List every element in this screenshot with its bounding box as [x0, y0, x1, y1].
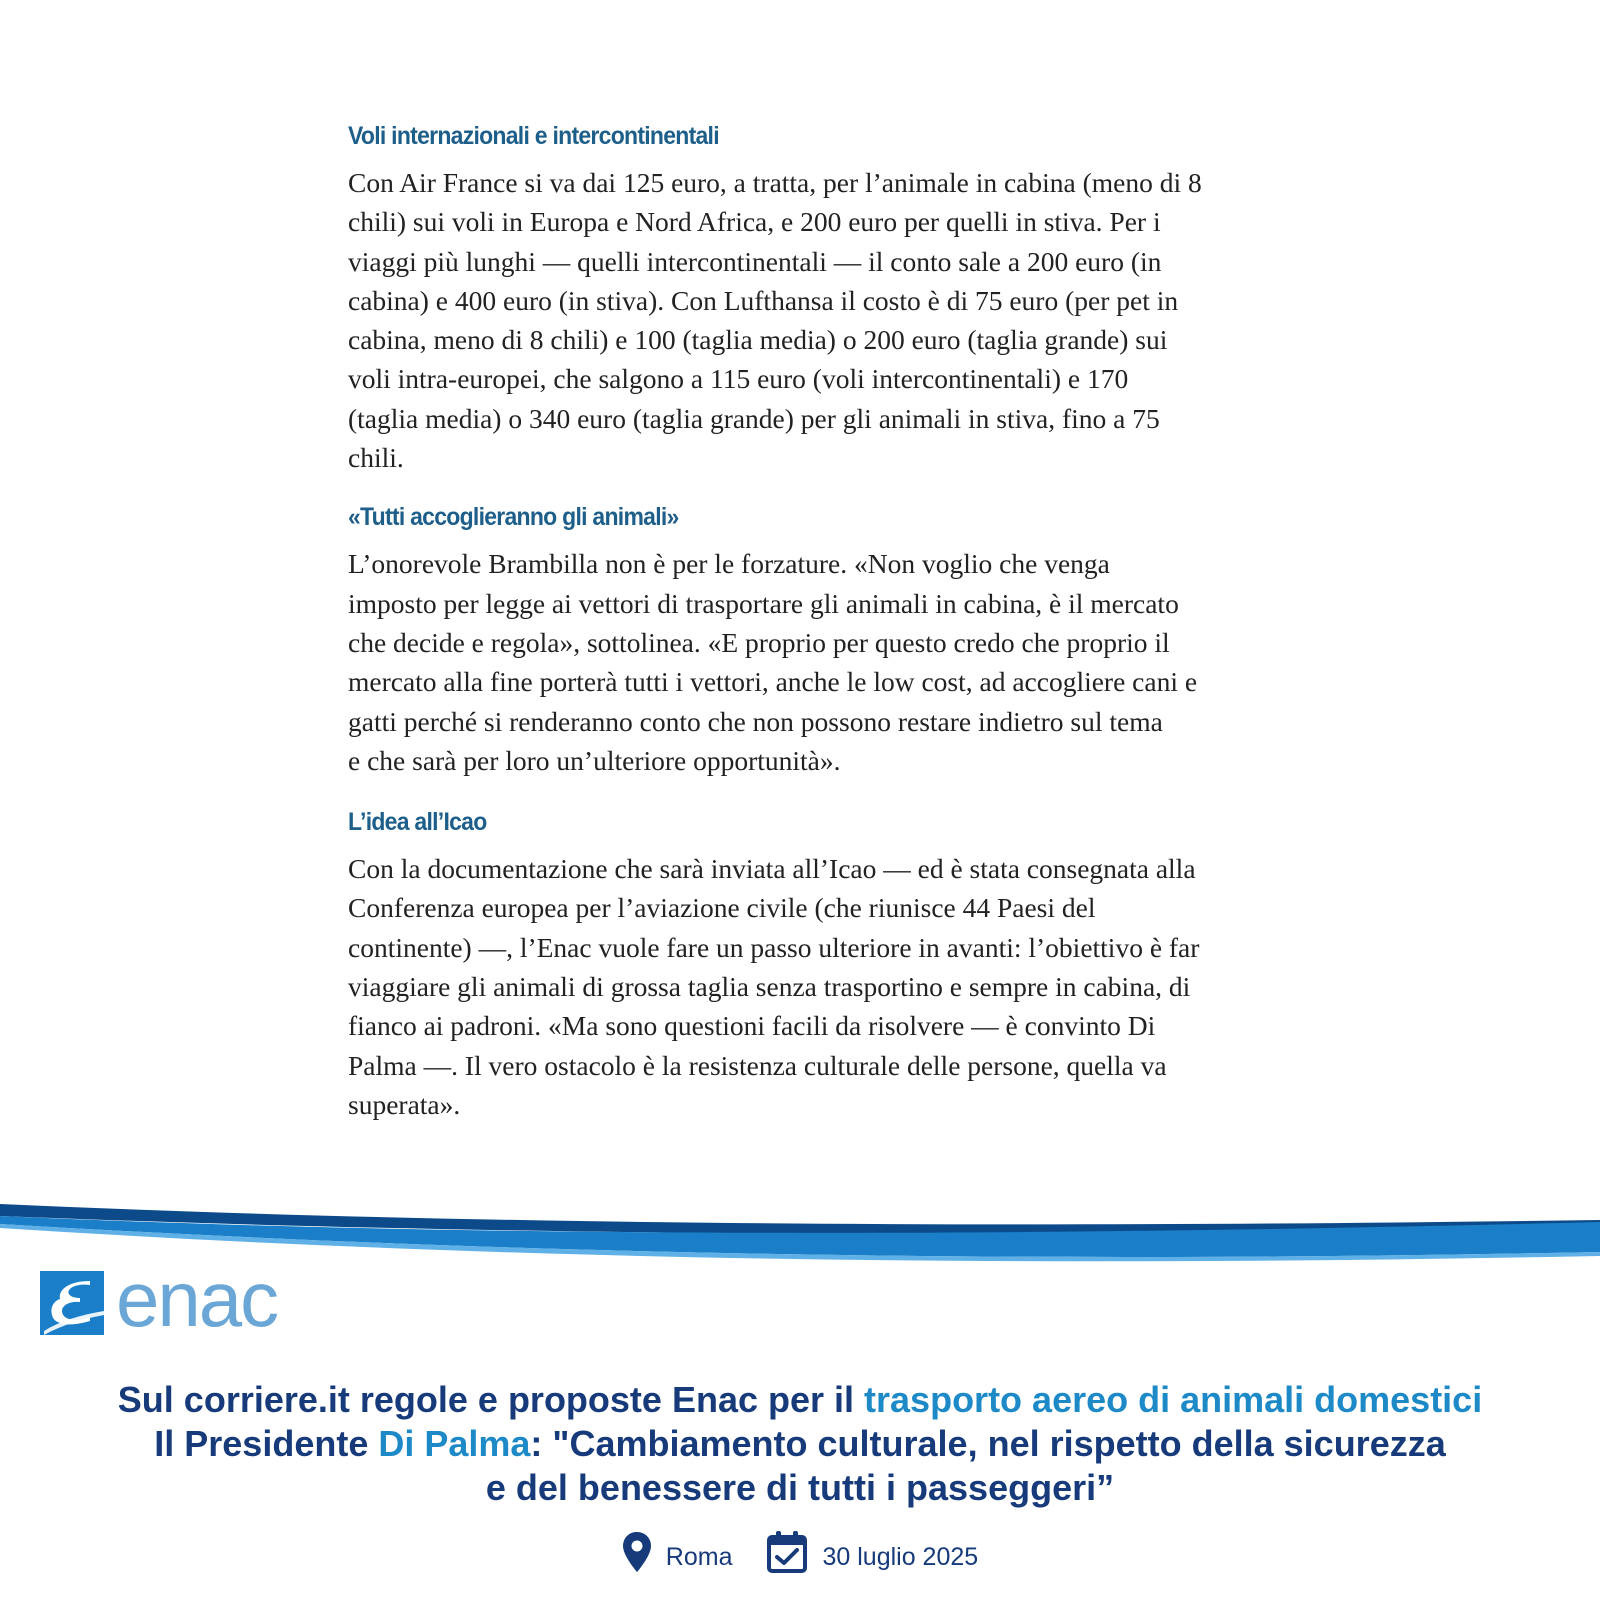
headline-accent: trasporto aereo di animali domestici: [864, 1379, 1483, 1420]
section-body-idea-icao: [348, 849, 1298, 1124]
text-line: Con Air France si va dai 125 euro, a tratta, per l’animale in cabina (meno di 8: [348, 167, 1202, 198]
text-line: Con la documentazione che sarà inviata all’Icao — ed è stata consegnata alla: [348, 853, 1196, 885]
text-line: L’onorevole Brambilla non è per le forzature. «Non voglio che venga: [348, 548, 1110, 580]
text-line: superata».: [348, 1088, 461, 1120]
date: [766, 1530, 978, 1574]
headline-text: Il Presidente: [154, 1423, 379, 1464]
text-line: viaggi più lunghi — quelli intercontinentali — il conto sale a 200 euro (in: [348, 245, 1162, 277]
enac-logo-mark-icon: [40, 1271, 104, 1335]
text-line: cabina) e 400 euro (in stiva). Con Lufthansa il costo è di 75 euro (per pet in: [348, 284, 1179, 316]
headline-line-1: [0, 1378, 1600, 1422]
location-pin-icon: [622, 1531, 652, 1573]
text-line: continente) —, l’Enac vuole fare un passo ulteriore in avanti: l’obiettivo è far: [348, 931, 1200, 963]
headline-line-2: [0, 1422, 1600, 1466]
text-line: mercato alla fine porterà tutti i vettori, anche le low cost, ad accogliere cani e: [348, 666, 1198, 698]
meta-info: [0, 1530, 1600, 1574]
text-line: chili) sui voli in Europa e Nord Africa, e 200 euro per quelli in stiva. Per i: [348, 206, 1161, 238]
headline: [0, 1378, 1600, 1510]
text-line: Palma —. Il vero ostacolo è la resistenza culturale delle persone, quella va: [348, 1049, 1167, 1081]
enac-logo: [40, 1255, 278, 1343]
date-text: 30 luglio 2025: [822, 1542, 979, 1571]
text-line: Conferenza europea per l’aviazione civile (che riunisce 44 Paesi del: [348, 892, 1096, 924]
text-line: (taglia media) o 340 euro (taglia grande) per gli animali in stiva, fino a 75: [348, 402, 1160, 434]
headline-accent: Di Palma: [378, 1423, 531, 1464]
text-line: e che sarà per loro un’ulteriore opportunità».: [348, 744, 841, 776]
section-heading-voli-internazionali: Voli internazionali e intercontinentali: [348, 122, 719, 150]
section-heading-idea-icao: L’idea all’Icao: [348, 808, 487, 837]
text-line: gatti perché si renderanno conto che non possono restare indietro sul tema: [348, 705, 1163, 737]
location-text: Roma: [665, 1542, 733, 1571]
location: [622, 1531, 733, 1573]
headline-text: : "Cambiamento culturale, nel rispetto della sicurezza: [530, 1423, 1446, 1464]
text-line: fianco ai padroni. «Ma sono questioni facili da risolvere — è convinto Di: [348, 1010, 1156, 1042]
headline-text: Sul corriere.it regole e proposte Enac per il: [117, 1379, 865, 1420]
text-line: voli intra-europei, che salgono a 115 euro (voli intercontinentali) e 170: [348, 363, 1129, 395]
text-line: che decide e regola», sottolinea. «E proprio per questo credo che proprio il: [348, 626, 1170, 658]
headline-line-3: e del benessere di tutti i passeggeri”: [485, 1467, 1115, 1508]
section-body-voli-internazionali: [348, 163, 1298, 477]
text-line: imposto per legge ai vettori di trasportare gli animali in cabina, è il mercato: [348, 587, 1179, 619]
calendar-check-icon: [766, 1530, 808, 1574]
text-line: chili.: [348, 442, 404, 474]
section-heading-tutti-accoglieranno: «Tutti accoglieranno gli animali»: [348, 503, 679, 532]
article: [348, 118, 1298, 1124]
section-body-tutti-accoglieranno: [348, 544, 1298, 780]
text-line: cabina, meno di 8 chili) e 100 (taglia media) o 200 euro (taglia grande) sui: [348, 324, 1168, 356]
text-line: viaggiare gli animali di grossa taglia senza trasportino e sempre in cabina, di: [348, 971, 1191, 1003]
enac-logo-text: enac: [116, 1255, 278, 1343]
